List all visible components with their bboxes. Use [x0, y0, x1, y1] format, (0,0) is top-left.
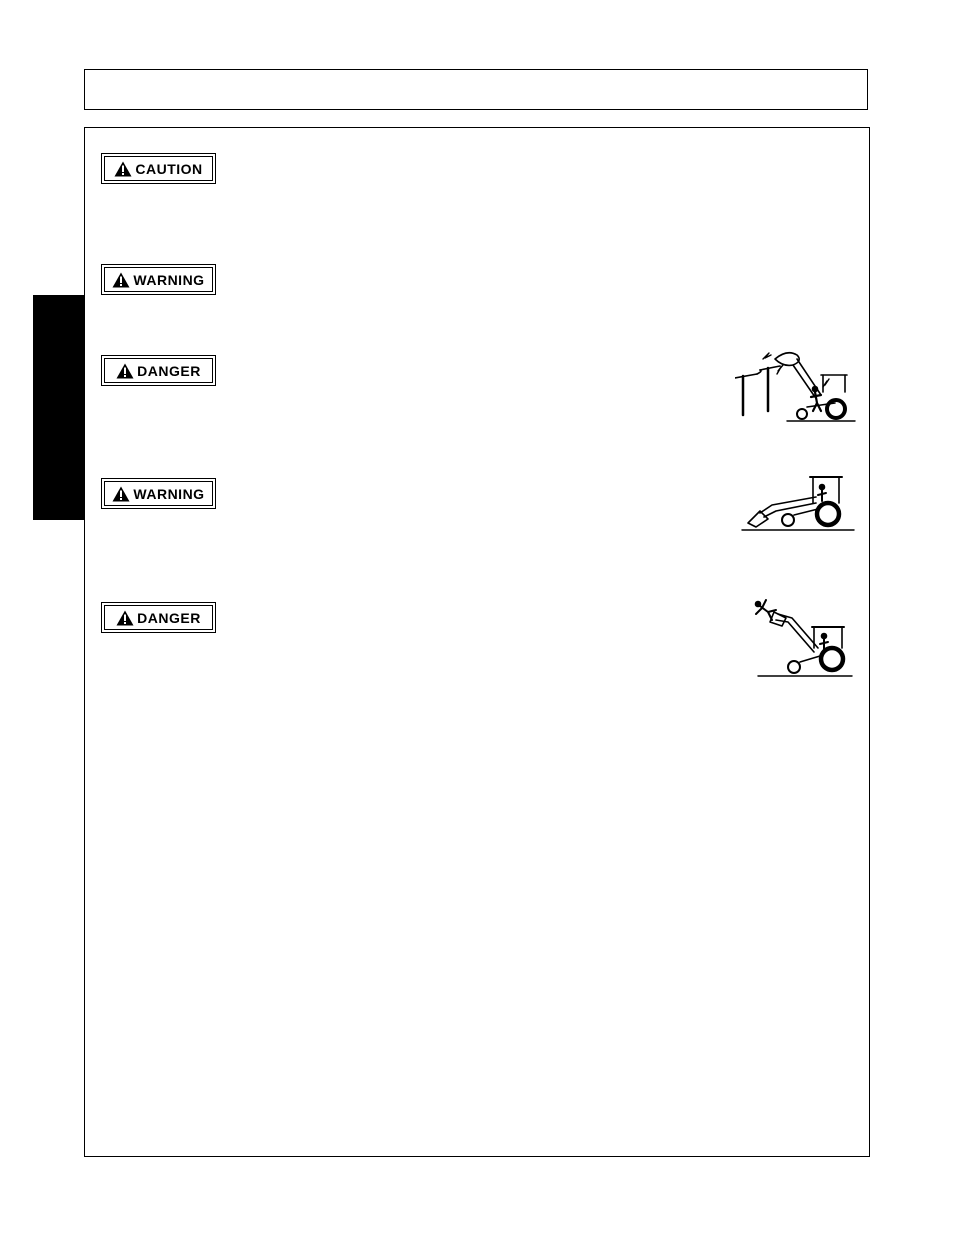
caution-label: [101, 153, 216, 184]
exclamation-triangle-icon: [116, 610, 134, 626]
caution-label-text: CAUTION: [135, 160, 203, 177]
exclamation-triangle-icon: [116, 363, 134, 379]
warning-label: [101, 264, 216, 295]
danger-label: [101, 355, 216, 386]
danger-label-text: DANGER: [137, 362, 201, 379]
exclamation-triangle-icon: [112, 486, 130, 502]
danger-label: [101, 602, 216, 633]
tractor-loader-bucket-icon: [740, 475, 856, 535]
tractor-loader-person-thrown-icon: [748, 596, 856, 680]
exclamation-triangle-icon: [114, 161, 132, 177]
section-side-tab: [33, 295, 85, 520]
tractor-power-line-hazard-icon: [735, 347, 857, 425]
warning-label-text: WARNING: [133, 271, 205, 288]
danger-label-text: DANGER: [137, 609, 201, 626]
warning-label-text: WARNING: [133, 485, 205, 502]
warning-label: [101, 478, 216, 509]
exclamation-triangle-icon: [112, 272, 130, 288]
page-header-box: [84, 69, 868, 110]
